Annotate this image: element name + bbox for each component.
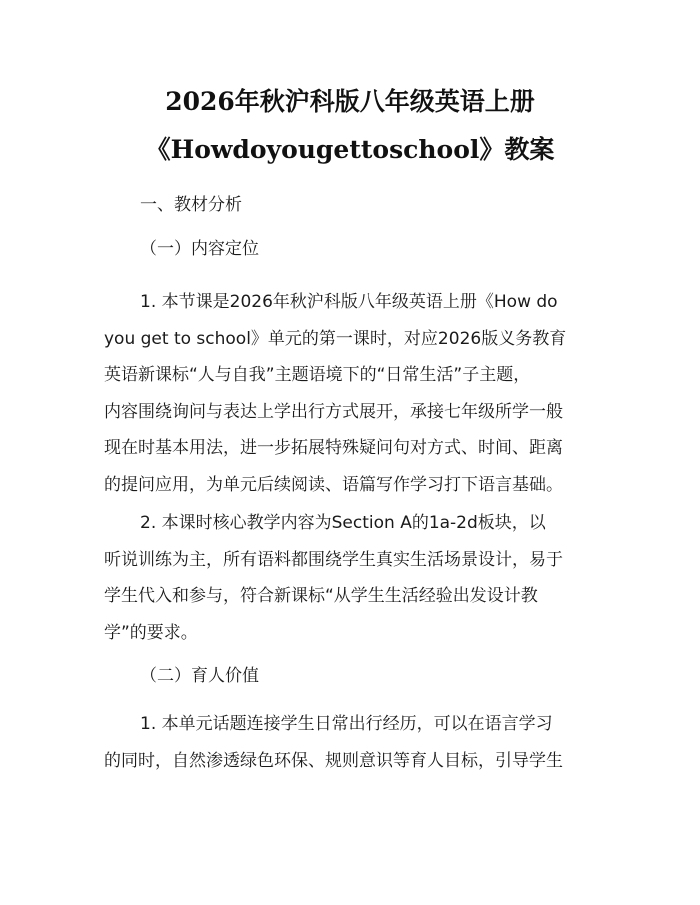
document-title-line-1: 2026年秋沪科版八年级英语上册 bbox=[165, 87, 535, 116]
paragraph-line: 1. 本单元话题连接学生日常出行经历，可以在语言学习 bbox=[140, 714, 553, 734]
paragraph-line: you get to school》单元的第一课时，对应2026版义务教育 bbox=[104, 328, 567, 349]
paragraph-line: 听说训练为主，所有语料都围绕学生真实生活场景设计，易于 bbox=[104, 549, 563, 570]
paragraph-line: 现在时基本用法，进一步拓展特殊疑问句对方式、时间、距离 bbox=[104, 438, 563, 458]
document-title-line-2: 《Howdoyougettoschool》教案 bbox=[145, 135, 555, 164]
paragraph-content-positioning-2 bbox=[104, 505, 600, 651]
subsection-heading-content-positioning: （一）内容定位 bbox=[140, 239, 259, 259]
subsection-heading-educational-value: （二）育人价值 bbox=[140, 666, 259, 686]
section-heading-textbook-analysis: 一、教材分析 bbox=[140, 195, 242, 215]
paragraph-line: 学”的要求。 bbox=[104, 622, 198, 643]
paragraph-line: 英语新课标“人与自我”主题语境下的“日常生活”子主题， bbox=[104, 365, 531, 385]
paragraph-line: 的同时，自然渗透绿色环保、规则意识等育人目标，引导学生 bbox=[104, 750, 563, 771]
paragraph-line: 1. 本节课是2026年秋沪科版八年级英语上册《How do bbox=[140, 292, 558, 312]
paragraph-educational-value-1 bbox=[104, 706, 600, 779]
paragraph-content-positioning-1 bbox=[104, 284, 600, 503]
paragraph-line: 内容围绕询问与表达上学出行方式展开，承接七年级所学一般 bbox=[104, 401, 563, 422]
paragraph-line: 2. 本课时核心教学内容为Section A的1a-2d板块，以 bbox=[140, 513, 546, 533]
paragraph-line: 学生代入和参与，符合新课标“从学生生活经验出发设计教 bbox=[104, 586, 538, 606]
paragraph-line: 的提问应用，为单元后续阅读、语篇写作学习打下语言基础。 bbox=[104, 474, 563, 495]
